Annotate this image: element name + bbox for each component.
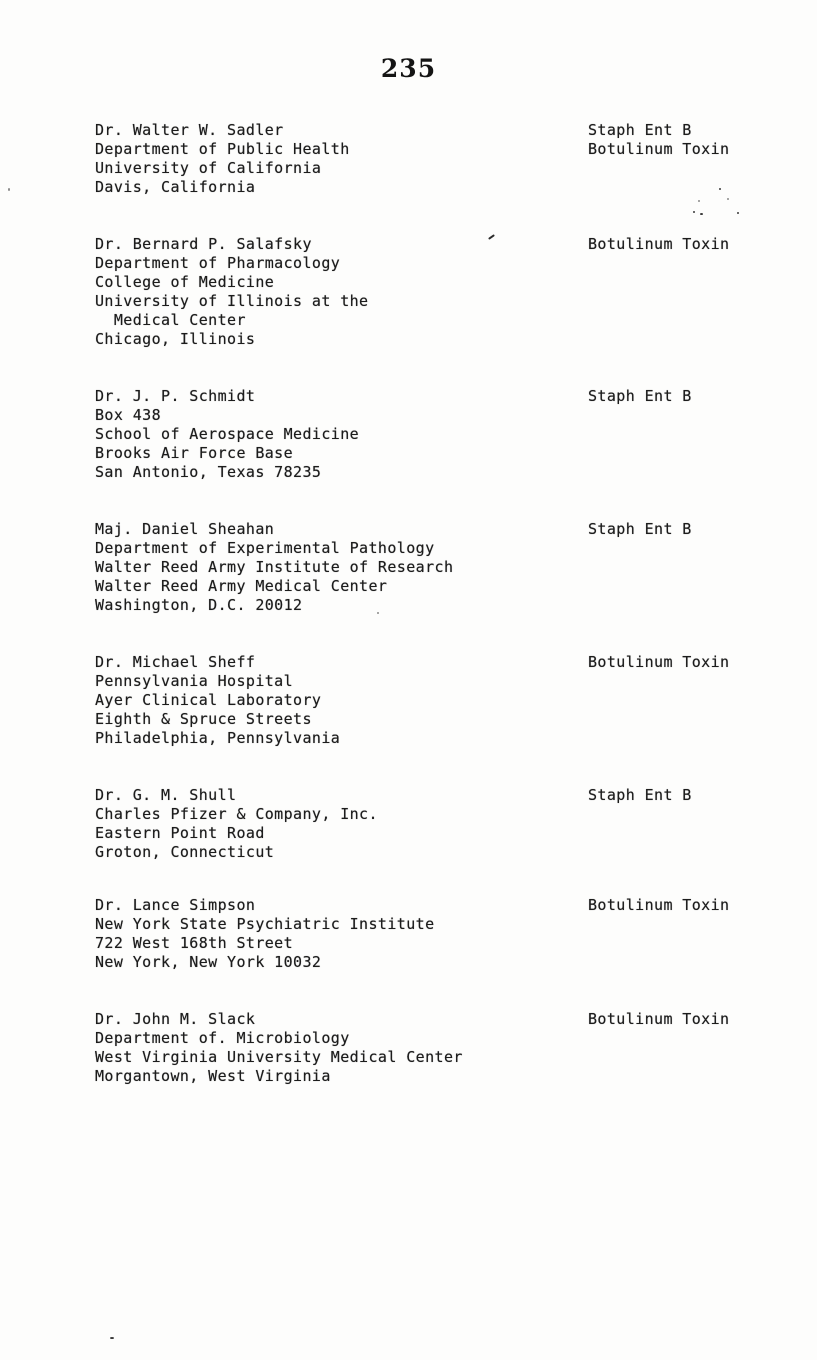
address-line: Dr. Walter W. Sadler — [95, 121, 284, 139]
address-line: Charles Pfizer & Company, Inc. — [95, 805, 378, 823]
directory-entry — [95, 235, 817, 349]
address-line: New York State Psychiatric Institute — [95, 915, 435, 933]
scan-speck — [8, 188, 10, 191]
address-line: Groton, Connecticut — [95, 843, 275, 861]
agent-topics — [588, 387, 692, 406]
directory-entry — [95, 1010, 817, 1086]
address-line: Chicago, Illinois — [95, 330, 256, 348]
agent-topics — [588, 653, 729, 672]
address-line: Walter Reed Army Medical Center — [95, 577, 388, 595]
scan-speck — [693, 211, 695, 213]
directory-entry — [95, 121, 817, 197]
agent-topics — [588, 235, 729, 254]
address-line: Department of Pharmacology — [95, 254, 341, 272]
agent-topics — [588, 1010, 729, 1029]
topic-line: Botulinum Toxin — [588, 1010, 730, 1028]
address-line: Dr. G. M. Shull — [95, 786, 237, 804]
address-line: Ayer Clinical Laboratory — [95, 691, 322, 709]
address-line: Washington, D.C. 20012 — [95, 596, 303, 614]
address-line: Walter Reed Army Institute of Research — [95, 558, 454, 576]
address-line: Maj. Daniel Sheahan — [95, 520, 275, 538]
directory-list — [95, 121, 817, 1124]
scan-speck — [719, 188, 721, 190]
directory-entry — [95, 896, 817, 972]
address-line: University of Illinois at the — [95, 292, 369, 310]
address-line: New York, New York 10032 — [95, 953, 322, 971]
scan-speck — [698, 200, 700, 202]
agent-topics — [588, 896, 729, 915]
address-block — [95, 387, 817, 482]
agent-topics — [588, 520, 692, 539]
address-line: Dr. Michael Sheff — [95, 653, 256, 671]
address-line: Morgantown, West Virginia — [95, 1067, 331, 1085]
address-line: Dr. John M. Slack — [95, 1010, 256, 1028]
address-line: Eastern Point Road — [95, 824, 265, 842]
topic-line: Staph Ent B — [588, 387, 692, 405]
address-line: Dr. Lance Simpson — [95, 896, 256, 914]
address-line: Department of Public Health — [95, 140, 350, 158]
agent-topics — [588, 786, 692, 805]
directory-entry — [95, 520, 817, 615]
address-line: Department of Experimental Pathology — [95, 539, 435, 557]
address-line: Dr. J. P. Schmidt — [95, 387, 256, 405]
topic-line: Botulinum Toxin — [588, 653, 730, 671]
address-line: Philadelphia, Pennsylvania — [95, 729, 341, 747]
scan-speck — [737, 212, 739, 214]
page-number: 235 — [380, 54, 437, 83]
directory-entry — [95, 387, 817, 482]
topic-line: Botulinum Toxin — [588, 140, 730, 158]
address-line: Eighth & Spruce Streets — [95, 710, 312, 728]
address-block — [95, 786, 817, 862]
topic-line: Staph Ent B — [588, 786, 692, 804]
address-line: University of California — [95, 159, 322, 177]
address-line: Dr. Bernard P. Salafsky — [95, 235, 312, 253]
address-line: Pennsylvania Hospital — [95, 672, 294, 690]
address-line: College of Medicine — [95, 273, 275, 291]
address-line: Medical Center — [95, 311, 246, 329]
address-line: Brooks Air Force Base — [95, 444, 294, 462]
address-line: Box 438 — [95, 406, 162, 424]
address-line: Department of. Microbiology — [95, 1029, 350, 1047]
directory-entry — [95, 786, 817, 862]
agent-topics — [588, 121, 729, 159]
address-line: 722 West 168th Street — [95, 934, 294, 952]
topic-line: Botulinum Toxin — [588, 235, 730, 253]
address-line: Davis, California — [95, 178, 256, 196]
address-line: West Virginia University Medical Center — [95, 1048, 463, 1066]
topic-line: Staph Ent B — [588, 520, 692, 538]
scan-speck — [727, 198, 729, 200]
scan-speck — [700, 213, 703, 215]
address-line: School of Aerospace Medicine — [95, 425, 360, 443]
directory-entry — [95, 653, 817, 748]
topic-line: Staph Ent B — [588, 121, 692, 139]
scan-speck — [377, 612, 379, 614]
topic-line: Botulinum Toxin — [588, 896, 730, 914]
address-line: San Antonio, Texas 78235 — [95, 463, 322, 481]
scan-speck — [110, 1337, 114, 1339]
address-block — [95, 520, 817, 615]
